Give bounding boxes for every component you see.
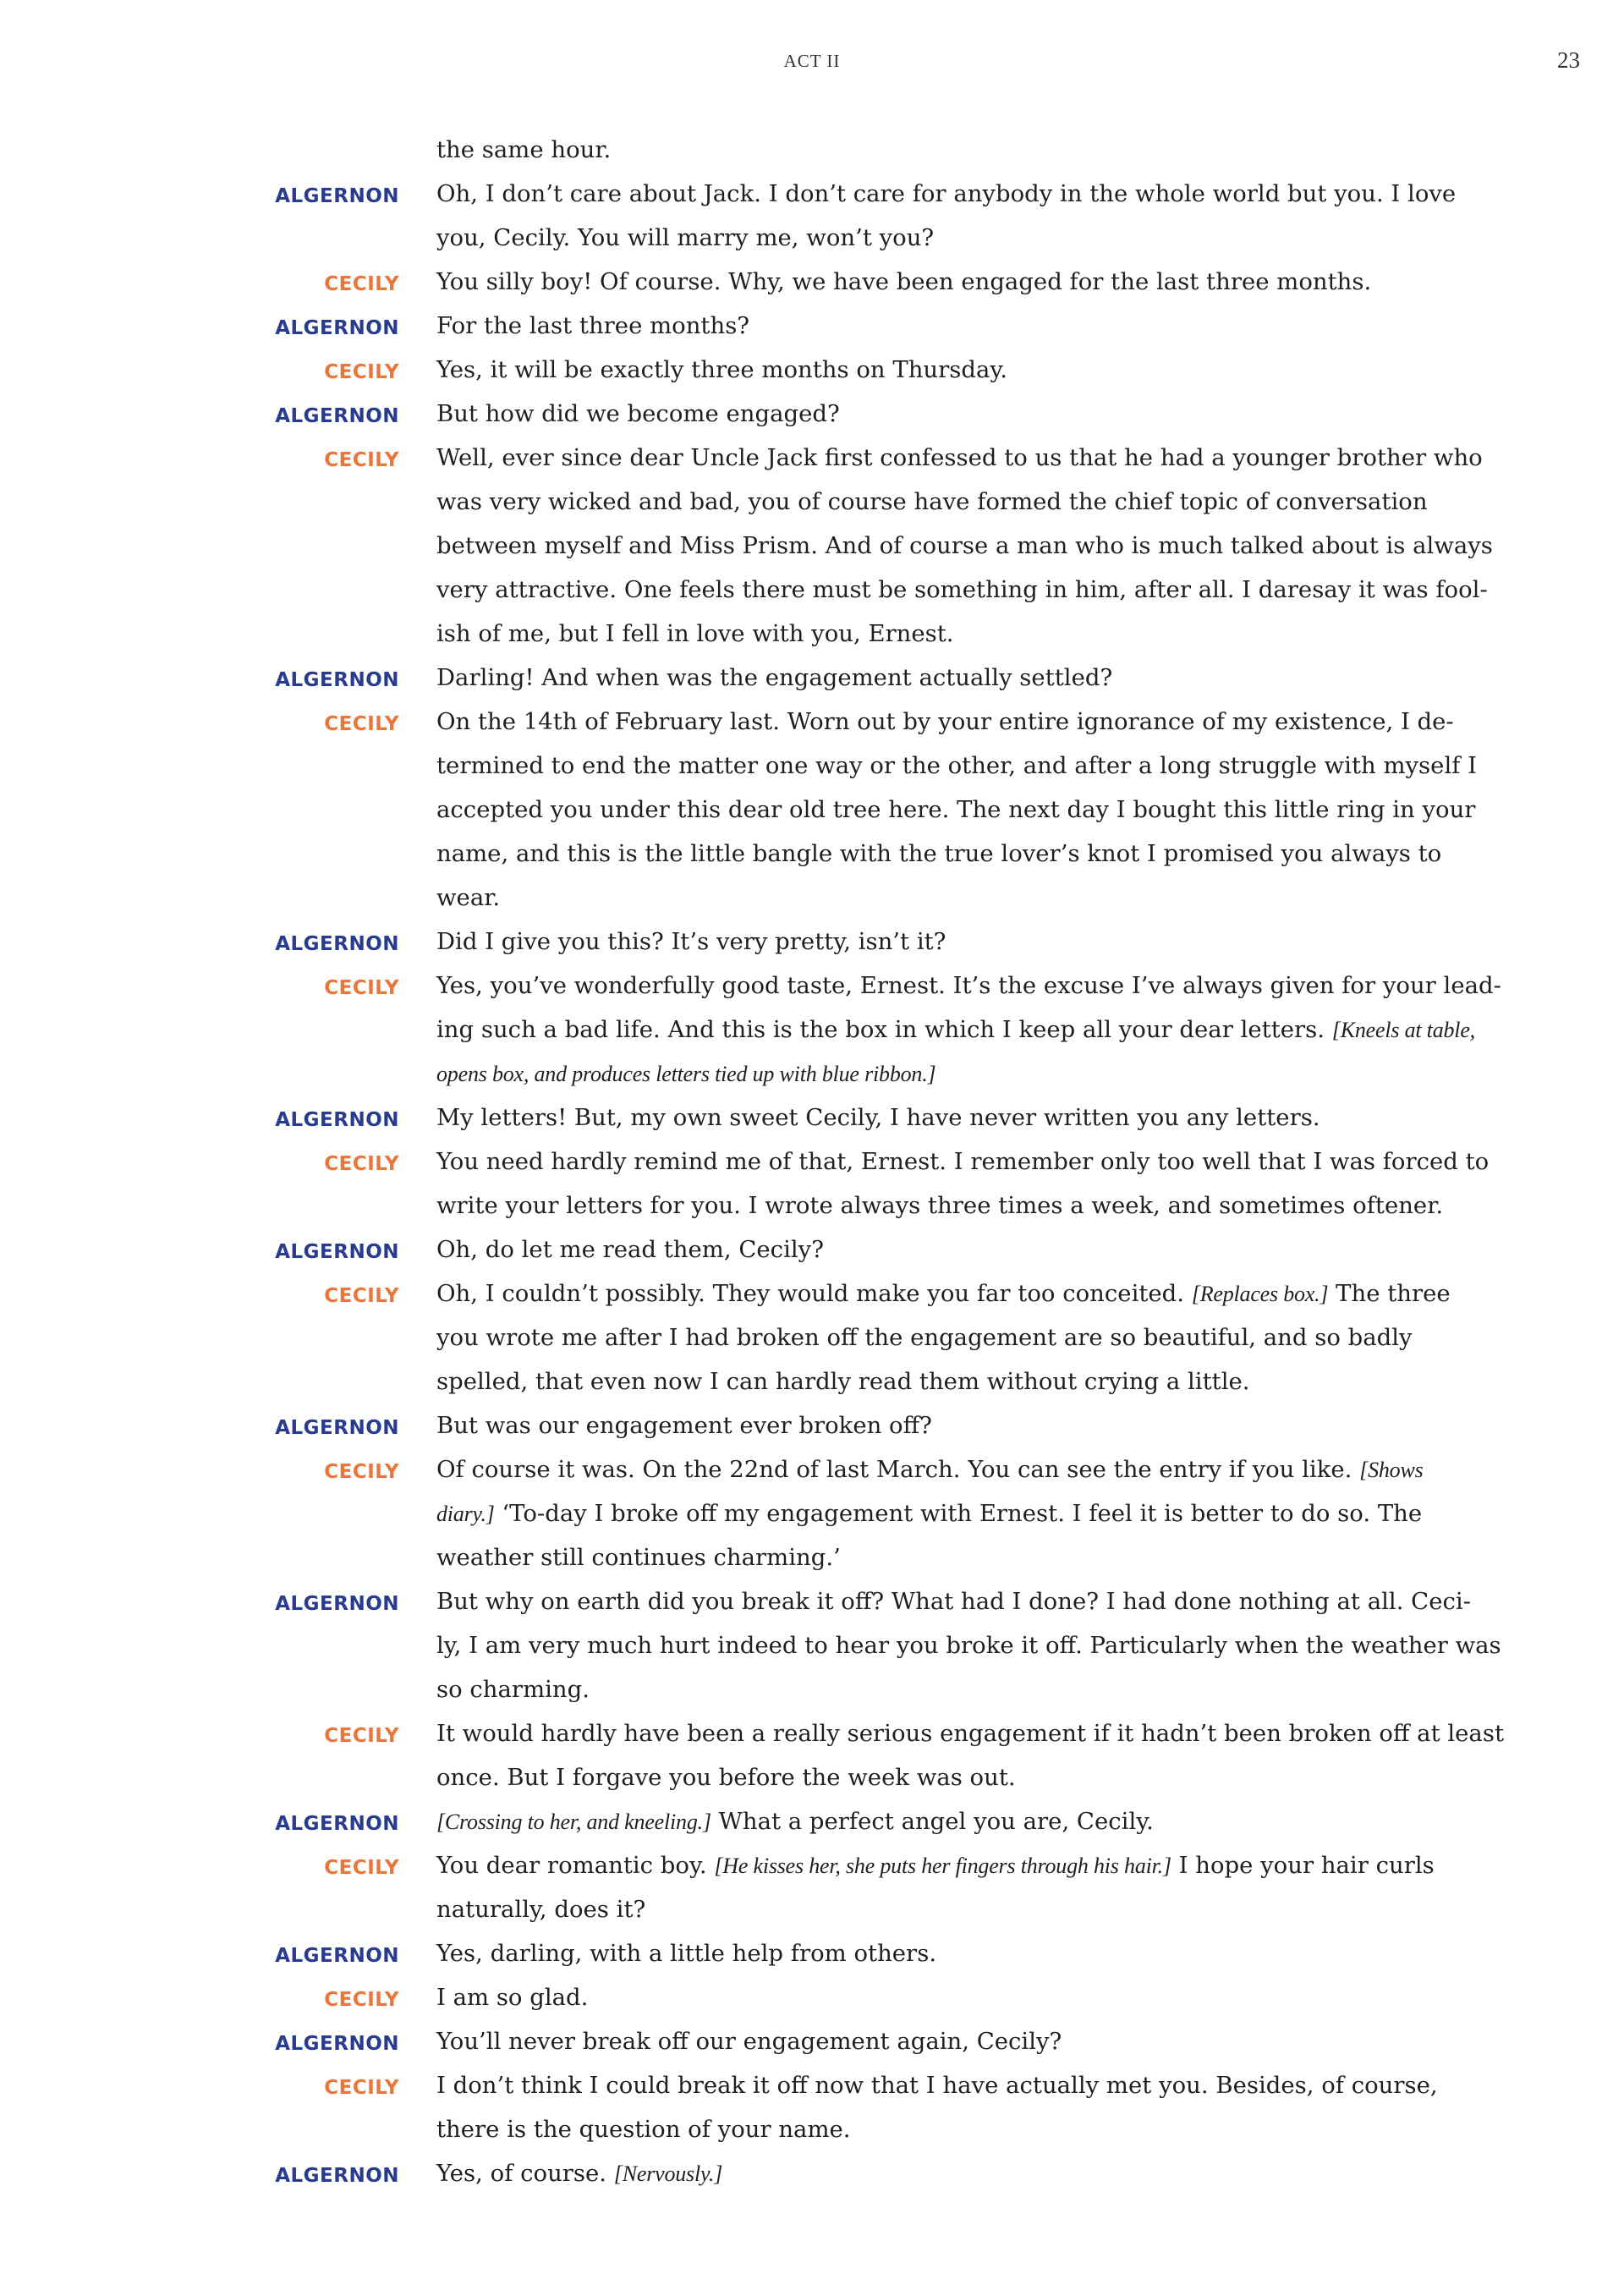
speech-block	[0, 1403, 1624, 1447]
dialogue-text: Yes, darling, with a little help from others.	[436, 1940, 937, 1967]
stage-direction: opens box, and produces letters tied up with blue ribbon.]	[436, 1062, 936, 1086]
dialogue-text: Yes, you’ve wonderfully good taste, Ernest. It’s the excuse I’ve always given for your lead-	[436, 972, 1501, 999]
dialogue-text: ‘To-day I broke off my engagement with Ernest. I feel it is better to do so. The	[494, 1500, 1423, 1527]
speech-block	[0, 1843, 1624, 1931]
speech-block	[0, 304, 1624, 348]
text-line	[436, 480, 1528, 524]
stage-direction: [Nervously.]	[613, 2161, 723, 2186]
speech-block	[0, 700, 1624, 920]
dialogue-text: Yes, of course.	[436, 2160, 614, 2187]
dialogue-text: I am so glad.	[436, 1984, 589, 2011]
text-line	[436, 744, 1528, 788]
speech-block	[0, 2019, 1624, 2063]
speaker-name: CECILY	[324, 977, 399, 999]
text-line	[436, 656, 1528, 700]
dialogue-text: Oh, I couldn’t possibly. They would make you far too conceited.	[436, 1280, 1192, 1307]
dialogue-text: Well, ever since dear Uncle Jack first confessed to us that he had a younger brother who	[436, 444, 1483, 471]
text-line	[436, 832, 1528, 876]
speech-text	[436, 1711, 1528, 1799]
dialogue-text: Yes, it will be exactly three months on Thursday.	[436, 356, 1008, 383]
speech-block	[0, 1096, 1624, 1140]
dialogue-text: naturally, does it?	[436, 1896, 646, 1923]
speaker-name: ALGERNON	[275, 185, 399, 207]
text-line	[436, 1975, 1528, 2019]
text-line	[436, 1843, 1528, 1887]
text-line	[436, 876, 1528, 920]
speaker-name: CECILY	[324, 1725, 399, 1747]
dialogue-text: Oh, do let me read them, Cecily?	[436, 1236, 824, 1263]
speech-text	[436, 1447, 1528, 1579]
dialogue-text: You’ll never break off our engagement again, Cecily?	[436, 2028, 1062, 2055]
speaker-name: ALGERNON	[275, 1417, 399, 1439]
speech-text	[436, 920, 1528, 964]
text-line	[436, 1403, 1528, 1447]
dialogue-text: Did I give you this? It’s very pretty, isn’t it?	[436, 928, 946, 955]
stage-direction: [He kisses her, she puts her fingers through his hair.]	[714, 1854, 1171, 1878]
text-line	[436, 1008, 1528, 1052]
speaker-name: CECILY	[324, 1153, 399, 1175]
speaker-name: ALGERNON	[275, 1241, 399, 1263]
text-line	[436, 568, 1528, 612]
speaker-name: CECILY	[324, 449, 399, 471]
speaker-name: CECILY	[324, 273, 399, 295]
speech-text	[436, 1975, 1528, 2019]
text-line	[436, 1184, 1528, 1228]
text-line	[436, 2151, 1528, 2195]
speech-block	[0, 348, 1624, 392]
text-line	[436, 612, 1528, 656]
speech-block	[0, 172, 1624, 260]
text-line	[436, 1623, 1528, 1667]
speech-text	[436, 392, 1528, 436]
speaker-name: ALGERNON	[275, 1813, 399, 1835]
text-line	[436, 1272, 1528, 1316]
text-line	[436, 920, 1528, 964]
speech-text	[436, 1096, 1528, 1140]
text-line	[436, 1799, 1528, 1843]
speaker-name: ALGERNON	[275, 2033, 399, 2055]
text-line	[436, 1491, 1528, 1535]
speech-block	[0, 260, 1624, 304]
speech-text	[436, 348, 1528, 392]
dialogue-text: What a perfect angel you are, Cecily.	[710, 1808, 1154, 1835]
text-line	[436, 1667, 1528, 1711]
dialogue-text: between myself and Miss Prism. And of course a man who is much talked about is always	[436, 532, 1493, 559]
dialogue-text: You need hardly remind me of that, Ernest. I remember only too well that I was forced to	[436, 1148, 1490, 1175]
speech-text	[436, 172, 1528, 260]
dialogue-text: ly, I am very much hurt indeed to hear you broke it off. Particularly when the weather was	[436, 1632, 1501, 1659]
speech-text	[436, 700, 1528, 920]
dialogue-text: On the 14th of February last. Worn out by your entire ignorance of my existence, I de-	[436, 708, 1454, 735]
text-line	[436, 436, 1528, 480]
speech-text	[436, 1843, 1528, 1931]
dialogue-text: But was our engagement ever broken off?	[436, 1412, 932, 1439]
dialogue-text: you, Cecily. You will marry me, won’t you?	[436, 224, 935, 251]
text-line	[436, 1096, 1528, 1140]
speech-text	[436, 1403, 1528, 1447]
stage-direction: [Kneels at table,	[1331, 1018, 1475, 1042]
speech-text	[436, 1228, 1528, 1272]
dialogue-text: The three	[1328, 1280, 1451, 1307]
speaker-name: CECILY	[324, 1857, 399, 1879]
dialogue-text: I hope your hair curls	[1171, 1852, 1435, 1879]
speaker-name: ALGERNON	[275, 933, 399, 955]
dialogue-text: It would hardly have been a really serious engagement if it hadn’t been broken off at least	[436, 1720, 1504, 1747]
speech-text	[436, 2063, 1528, 2151]
text-line	[436, 700, 1528, 744]
speech-block	[0, 2151, 1624, 2195]
speech-text	[436, 1579, 1528, 1711]
dialogue-text: there is the question of your name.	[436, 2116, 851, 2143]
dialogue-text: But why on earth did you break it off? What had I done? I had done nothing at all. Ceci-	[436, 1588, 1471, 1615]
speech-block	[0, 1579, 1624, 1711]
text-line	[436, 2019, 1528, 2063]
speaker-name: CECILY	[324, 361, 399, 383]
dialogue-text: Of course it was. On the 22nd of last March. You can see the entry if you like.	[436, 1456, 1360, 1483]
script-body	[0, 128, 1624, 2195]
text-line	[436, 1052, 1528, 1096]
speech-block	[0, 2063, 1624, 2151]
speaker-name: ALGERNON	[275, 2165, 399, 2187]
speech-text	[436, 656, 1528, 700]
speech-block	[0, 436, 1624, 656]
dialogue-text: wear.	[436, 884, 501, 911]
text-line	[436, 524, 1528, 568]
speaker-name: ALGERNON	[275, 1593, 399, 1615]
text-line	[436, 1579, 1528, 1623]
speech-text	[436, 128, 1528, 172]
speech-block	[0, 1975, 1624, 2019]
speaker-name: ALGERNON	[275, 1945, 399, 1967]
dialogue-text: weather still continues charming.’	[436, 1544, 841, 1571]
text-line	[436, 172, 1528, 216]
speech-text	[436, 2151, 1528, 2195]
dialogue-text: you wrote me after I had broken off the engagement are so beautiful, and so badly	[436, 1324, 1413, 1351]
speech-block	[0, 1799, 1624, 1843]
dialogue-text: name, and this is the little bangle with the true lover’s knot I promised you always to	[436, 840, 1442, 867]
text-line	[436, 2063, 1528, 2107]
speaker-name: CECILY	[324, 713, 399, 735]
dialogue-text: My letters! But, my own sweet Cecily, I have never written you any letters.	[436, 1104, 1320, 1131]
dialogue-text: You silly boy! Of course. Why, we have been engaged for the last three months.	[436, 268, 1372, 295]
speech-block	[0, 964, 1624, 1096]
dialogue-text: For the last three months?	[436, 312, 750, 339]
speech-text	[436, 1931, 1528, 1975]
speech-text	[436, 1140, 1528, 1228]
speaker-name	[0, 128, 436, 172]
dialogue-text: But how did we become engaged?	[436, 400, 840, 427]
dialogue-text: the same hour.	[436, 136, 612, 163]
speech-block	[0, 1228, 1624, 1272]
dialogue-text: very attractive. One feels there must be something in him, after all. I daresay it was fool-	[436, 576, 1488, 603]
running-head: ACT II	[783, 51, 841, 71]
speech-block	[0, 1931, 1624, 1975]
speech-text	[436, 964, 1528, 1096]
speaker-name: ALGERNON	[275, 317, 399, 339]
text-line	[436, 1228, 1528, 1272]
speech-text	[436, 260, 1528, 304]
speaker-name: ALGERNON	[275, 669, 399, 691]
text-line	[436, 2107, 1528, 2151]
text-line	[436, 1755, 1528, 1799]
dialogue-text: termined to end the matter one way or the other, and after a long struggle with myself I	[436, 752, 1478, 779]
speech-block	[0, 1447, 1624, 1579]
stage-direction: diary.]	[436, 1502, 495, 1526]
text-line	[436, 1316, 1528, 1359]
text-line	[436, 1711, 1528, 1755]
dialogue-text: was very wicked and bad, you of course have formed the chief topic of conversation	[436, 488, 1428, 515]
text-line	[436, 788, 1528, 832]
speech-block	[0, 392, 1624, 436]
dialogue-text: write your letters for you. I wrote always three times a week, and sometimes oftener.	[436, 1192, 1444, 1219]
stage-direction: [Replaces box.]	[1191, 1282, 1329, 1306]
stage-direction: [Crossing to her, and kneeling.]	[436, 1810, 711, 1834]
text-line	[436, 1447, 1528, 1491]
speaker-name: CECILY	[324, 1461, 399, 1483]
dialogue-text: You dear romantic boy.	[436, 1852, 715, 1879]
dialogue-text: spelled, that even now I can hardly read them without crying a little.	[436, 1368, 1250, 1395]
speaker-name: CECILY	[324, 2077, 399, 2099]
text-line	[436, 1140, 1528, 1184]
text-line	[436, 1359, 1528, 1403]
speech-text	[436, 2019, 1528, 2063]
text-line	[436, 392, 1528, 436]
text-line	[436, 1535, 1528, 1579]
text-line	[436, 128, 1528, 172]
speech-text	[436, 436, 1528, 656]
speech-block	[0, 1140, 1624, 1228]
text-line	[436, 348, 1528, 392]
speaker-name: ALGERNON	[275, 1109, 399, 1131]
stage-direction: [Shows	[1359, 1458, 1424, 1482]
dialogue-text: ish of me, but I fell in love with you, Ernest.	[436, 620, 954, 647]
speaker-name: CECILY	[324, 1285, 399, 1307]
text-line	[436, 216, 1528, 260]
text-line	[436, 1931, 1528, 1975]
dialogue-text: I don’t think I could break it off now that I have actually met you. Besides, of course,	[436, 2072, 1438, 2099]
dialogue-text: Darling! And when was the engagement actually settled?	[436, 664, 1113, 691]
dialogue-text: ing such a bad life. And this is the box in which I keep all your dear letters.	[436, 1016, 1332, 1043]
speech-block	[0, 920, 1624, 964]
speaker-name: CECILY	[324, 1989, 399, 2011]
dialogue-text: accepted you under this dear old tree here. The next day I bought this little ring in your	[436, 796, 1476, 823]
text-line	[436, 1887, 1528, 1931]
text-line	[436, 964, 1528, 1008]
dialogue-text: once. But I forgave you before the week was out.	[436, 1764, 1016, 1791]
speech-block	[0, 1272, 1624, 1403]
dialogue-text: Oh, I don’t care about Jack. I don’t care for anybody in the whole world but you. I love	[436, 180, 1457, 207]
speech-text	[436, 1272, 1528, 1403]
speech-block	[0, 128, 1624, 172]
text-line	[436, 260, 1528, 304]
speaker-name: ALGERNON	[275, 405, 399, 427]
page-number: 23	[1557, 47, 1580, 73]
speech-block	[0, 656, 1624, 700]
speech-block	[0, 1711, 1624, 1799]
speech-text	[436, 304, 1528, 348]
text-line	[436, 304, 1528, 348]
dialogue-text: so charming.	[436, 1676, 590, 1703]
speech-text	[436, 1799, 1528, 1843]
